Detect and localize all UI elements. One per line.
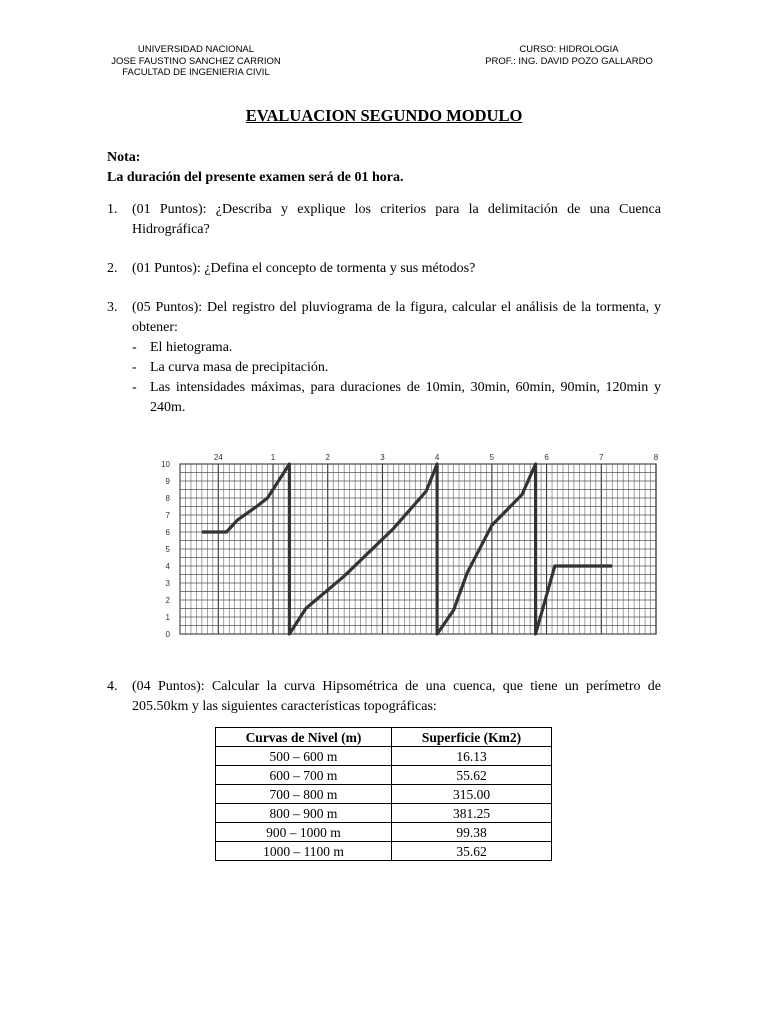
table-row — [216, 766, 552, 785]
cell-curva: 1000 – 1100 m — [216, 842, 392, 861]
x-tick-label: 4 — [434, 453, 440, 462]
cell-curva: 700 – 800 m — [216, 785, 392, 804]
note-text: La duración del presente examen será de 01 hora. — [107, 170, 404, 185]
exam-note — [107, 148, 661, 188]
note-label: Nota: — [107, 150, 141, 165]
table-row — [216, 823, 552, 842]
x-tick-label: 1 — [270, 453, 276, 462]
page-title: EVALUACION SEGUNDO MODULO — [245, 106, 523, 125]
pluviogram-chart — [158, 448, 658, 644]
cell-superficie: 381.25 — [392, 804, 552, 823]
table-row — [216, 804, 552, 823]
question-number: 4. — [107, 679, 118, 694]
header-faculty: FACULTAD DE INGENIERIA CIVIL — [122, 67, 270, 78]
header-university: UNIVERSIDAD NACIONAL — [137, 44, 255, 55]
cell-curva: 800 – 900 m — [216, 804, 392, 823]
table-row — [216, 842, 552, 861]
y-tick-label: 8 — [165, 494, 170, 503]
y-tick-label: 9 — [165, 477, 170, 486]
topography-table — [215, 727, 552, 861]
cell-superficie: 99.38 — [392, 823, 552, 842]
question-number: 2. — [107, 261, 118, 276]
cell-curva: 900 – 1000 m — [216, 823, 392, 842]
question-text: (05 Puntos): Del registro del pluviograma de la figura, calcular el análisis de la tormenta, y obtener: — [132, 300, 661, 335]
x-tick-label: 7 — [599, 453, 604, 462]
question-4 — [107, 677, 661, 717]
column-header-curvas: Curvas de Nivel (m) — [216, 728, 392, 747]
y-tick-label: 6 — [165, 528, 170, 537]
header-course — [478, 44, 660, 67]
header-course-name: CURSO: HIDROLOGIA — [519, 44, 619, 55]
header-university-name: JOSE FAUSTINO SANCHEZ CARRION — [111, 55, 281, 67]
cell-superficie: 55.62 — [392, 766, 552, 785]
cell-superficie: 315.00 — [392, 785, 552, 804]
y-tick-label: 2 — [165, 596, 170, 605]
cell-curva: 600 – 700 m — [216, 766, 392, 785]
table-header-row — [216, 728, 552, 747]
x-tick-label: 6 — [544, 453, 549, 462]
subitem-hietograma: - El hietograma. — [132, 340, 233, 355]
column-header-superficie: Superficie (Km2) — [392, 728, 552, 747]
question-1 — [107, 200, 661, 240]
subitem-intensidades: - Las intensidades máximas, para duraciones de 10min, 30min, 60min, 90min, 120min y 240m. — [132, 380, 661, 415]
question-2 — [107, 259, 661, 279]
question-text: (01 Puntos): ¿Describa y explique los criterios para la delimitación de una Cuenca Hidrográfica? — [132, 202, 661, 237]
question-number: 1. — [107, 202, 118, 217]
y-tick-label: 0 — [165, 630, 170, 639]
y-tick-label: 4 — [165, 562, 170, 571]
x-tick-label: 8 — [653, 453, 658, 462]
y-tick-label: 5 — [165, 545, 170, 554]
question-text: (01 Puntos): ¿Defina el concepto de tormenta y sus métodos? — [132, 261, 476, 276]
x-tick-label: 2 — [325, 453, 330, 462]
x-tick-label: 24 — [213, 453, 223, 462]
question-3 — [107, 298, 661, 418]
header-institution — [106, 44, 286, 79]
y-tick-label: 1 — [165, 613, 170, 622]
cell-curva: 500 – 600 m — [216, 747, 392, 766]
x-tick-label: 3 — [380, 453, 385, 462]
x-tick-label: 5 — [489, 453, 495, 462]
cell-superficie: 16.13 — [392, 747, 552, 766]
table-row — [216, 785, 552, 804]
table-row — [216, 747, 552, 766]
header-professor: PROF.: ING. DAVID POZO GALLARDO — [485, 55, 653, 67]
y-tick-label: 3 — [165, 579, 170, 588]
question-number: 3. — [107, 300, 118, 315]
y-tick-label: 10 — [161, 460, 170, 469]
question-text: (04 Puntos): Calcular la curva Hipsométrica de una cuenca, que tiene un perímetro de 205.50km y las siguientes características topográficas: — [132, 679, 661, 714]
subitem-curva-masa: - La curva masa de precipitación. — [132, 360, 329, 375]
y-tick-label: 7 — [165, 511, 170, 520]
cell-superficie: 35.62 — [392, 842, 552, 861]
